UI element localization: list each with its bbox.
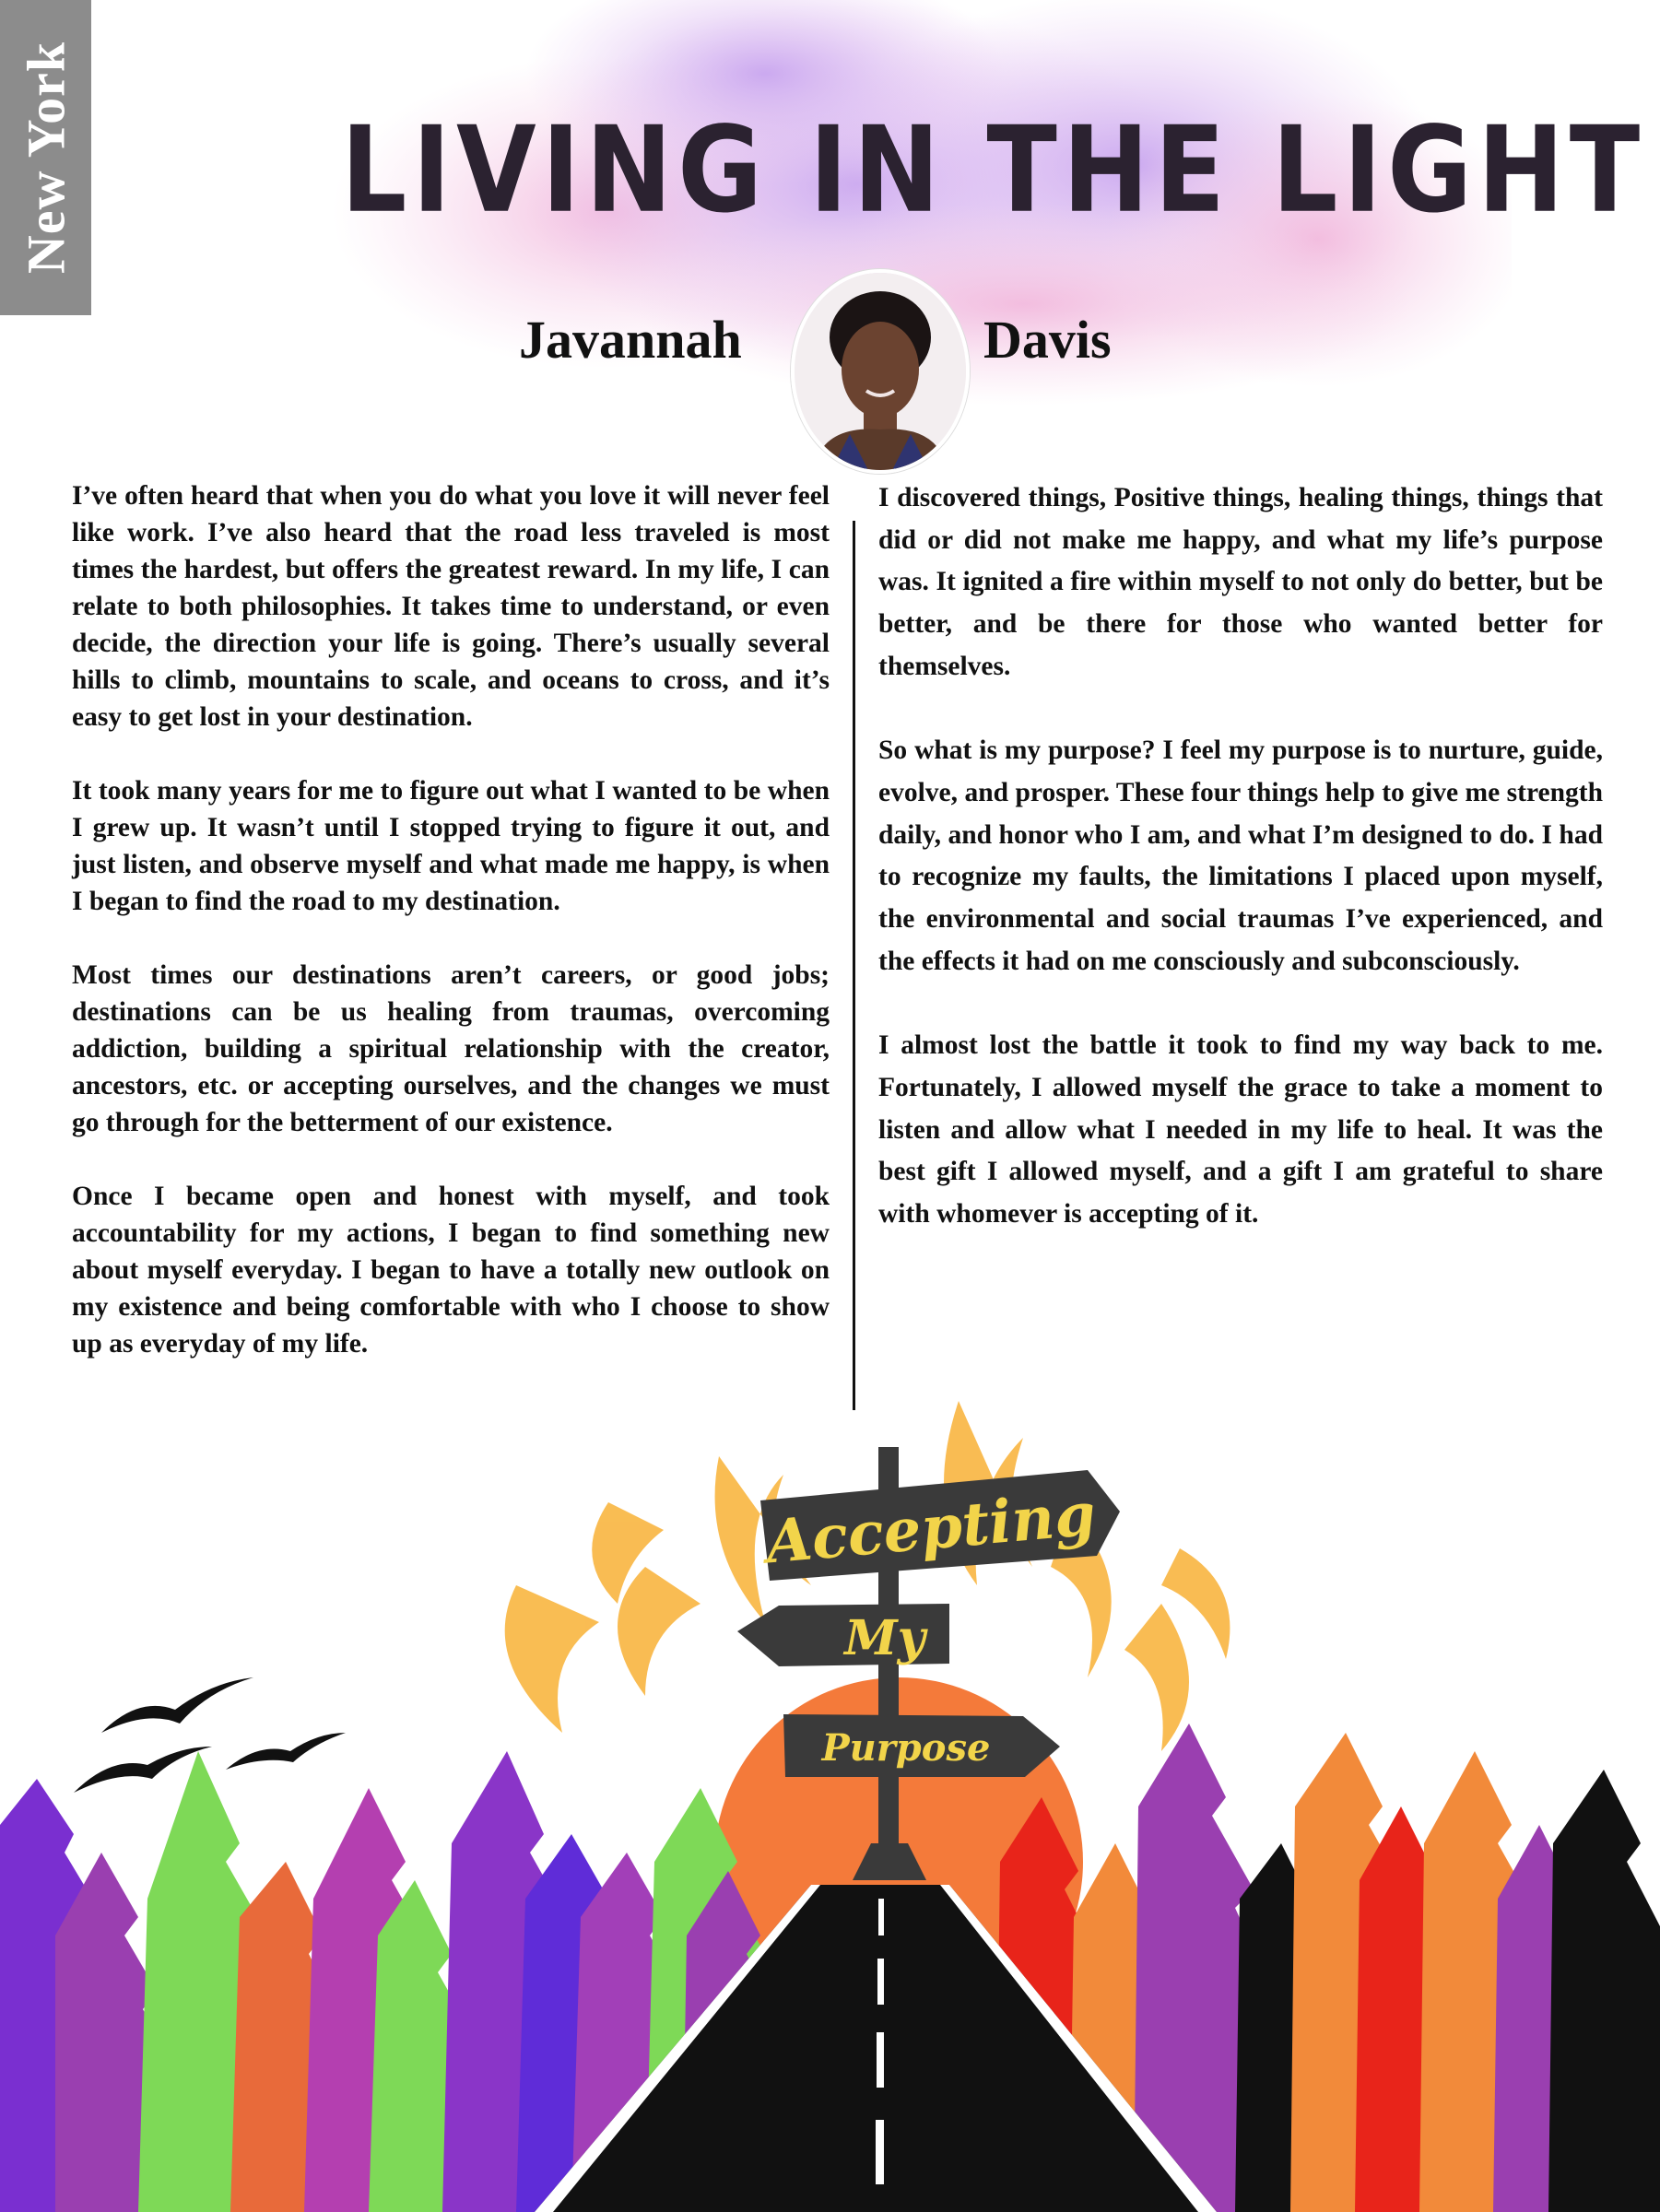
paragraph: Once I became open and honest with myself, and took accountability for my actions, I began to find something new about myself everyday. I began to have a totally new outlook on my existence and being comfortable with who I choose to show up as everyday of my life. — [72, 1182, 830, 1359]
page-title: LIVING IN THE LIGHT — [341, 101, 1646, 240]
paragraph: So what is my purpose? I feel my purpose is to nurture, guide, evolve, and prosper. These four things help to give me strength daily, and honor who I am, and what I’m designed to do. I had to recognize my faults, the limitations I placed upon myself, the environmental and social traumas I’ve experienced, and the effects it had on me consciously and subconsciously. — [878, 735, 1603, 976]
paragraph: I’ve often heard that when you do what you love it will never feel like work. I’ve also heard that the road less traveled is most times the hardest, but offers the greatest reward. In my life, I can relate to both philosophies. It takes time to understand, or even decide, the direction your life is going. There’s usually several hills to climb, mountains to scale, and oceans to cross, and it’s easy to get lost in your destination. — [72, 481, 830, 732]
author-avatar — [791, 269, 970, 474]
birds-icon — [74, 1677, 346, 1793]
road-sign-illustration — [0, 1382, 1660, 2212]
paragraph: I almost lost the battle it took to find my way back to me. Fortunately, I allowed myself the grace to take a moment to listen and allow what I needed in my life to heal. It was the best gift I allowed myself, and a gift I am grateful to share with whomever is accepting of it. — [878, 1030, 1603, 1229]
article-right-column — [878, 477, 1603, 1277]
article-left-column — [72, 477, 830, 1399]
sign-text-my: My — [844, 1610, 925, 1666]
paragraph: It took many years for me to figure out what I wanted to be when I grew up. It wasn’t until I stopped trying to figure it out, and just listen, and observe myself and what made me happy, is when I began to find the road to my destination. — [72, 776, 830, 916]
sign-text-purpose: Purpose — [821, 1726, 991, 1770]
author-last-name: Davis — [983, 310, 1112, 370]
author-first-name: Javannah — [519, 310, 742, 370]
sign-text-accepting: Accepting — [763, 1479, 1099, 1578]
paragraph: Most times our destinations aren’t careers, or good jobs; destinations can be us healing from traumas, overcoming addiction, building a spiritual relationship with the creator, ancestors, etc. or accepting ourselves, and the changes we must go through for the betterment of our existence. — [72, 960, 830, 1137]
paragraph: I discovered things, Positive things, healing things, things that did or did not make me happy, and what my life’s purpose was. It ignited a fire within myself to not only do better, but be better, and be there for those who wanted better for themselves. — [878, 483, 1603, 681]
region-tab — [0, 0, 91, 315]
column-divider — [853, 521, 855, 1410]
region-label: New York — [16, 41, 76, 275]
